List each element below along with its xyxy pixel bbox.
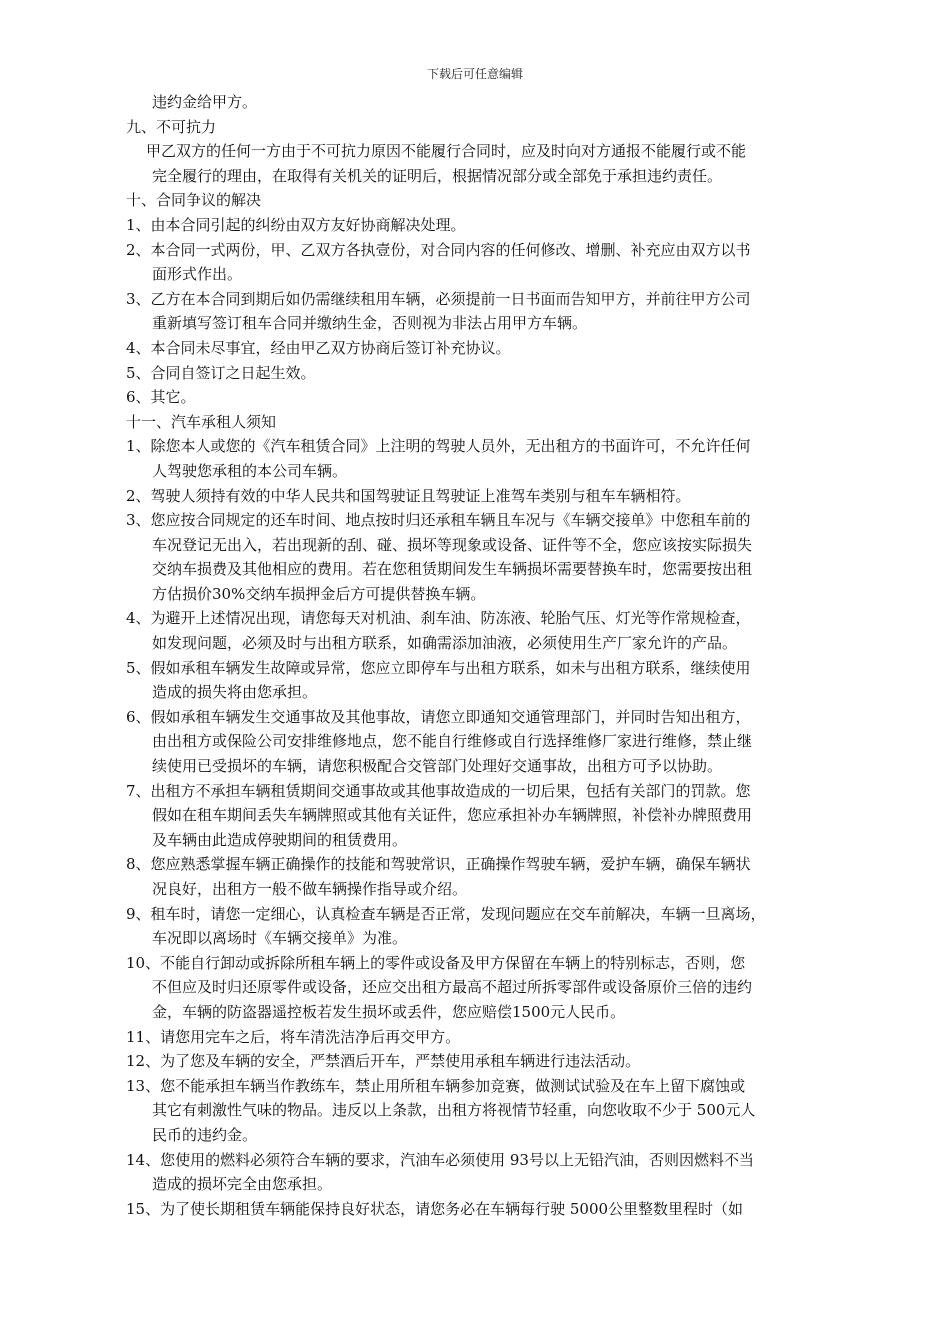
text-line: 车况即以离场时《车辆交接单》为准。 xyxy=(152,929,408,948)
section-heading: 十一、汽车承租人须知 xyxy=(126,412,277,431)
list-item: 12、为了您及车辆的安全，严禁酒后开车，严禁使用承租车辆进行违法活动。 xyxy=(126,1052,641,1071)
text-line: 车况登记无出入，若出现新的刮、碰、损坏等现象或设备、证件等不全，您应该按实际损失 xyxy=(152,535,753,554)
text-line: 方估损价30%交纳车损押金后方可提供替换车辆。 xyxy=(152,584,486,603)
text-line: 不但应及时归还原零件或设备，还应交出租方最高不超过所拆零部件或设备原价三倍的违约 xyxy=(152,978,753,997)
section-heading: 九、不可抗力 xyxy=(126,117,217,136)
list-item: 10、不能自行卸动或拆除所租车辆上的零件或设备及甲方保留在车辆上的特别标志，否则，您 xyxy=(126,953,746,972)
text-line: 人驾驶您承租的本公司车辆。 xyxy=(152,461,348,480)
list-item: 2、本合同一式两份，甲、乙双方各执壹份，对合同内容的任何修改、增删、补充应由双方以书 xyxy=(126,240,751,259)
text-line: 交纳车损费及其他相应的费用。若在您租赁期间发生车辆损坏需要替换车时，您需要按出租 xyxy=(152,560,753,579)
list-item: 14、您使用的燃料必须符合车辆的要求，汽油车必须使用 93号以上无铅汽油，否则因燃料不当 xyxy=(126,1150,754,1169)
list-item: 5、合同自签订之日起生效。 xyxy=(126,363,316,382)
text-line: 民币的违约金。 xyxy=(152,1125,258,1144)
list-item: 6、其它。 xyxy=(126,388,196,407)
text-line: 及车辆由此造成停驶期间的租赁费用。 xyxy=(152,830,408,849)
text-line: 如发现问题，必须及时与出租方联系，如确需添加油液，必须使用生产厂家允许的产品。 xyxy=(152,634,738,653)
list-item: 1、由本合同引起的纠纷由双方友好协商解决处理。 xyxy=(126,215,466,234)
text-line: 况良好，出租方一般不做车辆操作指导或介绍。 xyxy=(152,880,468,898)
list-item: 4、为避开上述情况出现，请您每天对机油、刹车油、防冻液、轮胎气压、灯光等作常规检查， xyxy=(126,609,751,628)
text-line: 甲乙双方的任何一方由于不可抗力原因不能履行合同时，应及时向对方通报不能履行或不能 xyxy=(146,142,747,161)
section-heading: 十、合同争议的解决 xyxy=(126,191,262,210)
list-item: 1、除您本人或您的《汽车租赁合同》上注明的驾驶人员外，无出租方的书面许可，不允许任何 xyxy=(126,437,751,456)
text-line: 违约金给甲方。 xyxy=(152,93,258,111)
list-item: 13、您不能承担车辆当作教练车，禁止用所租车辆参加竞赛，做测试试验及在车上留下腐蚀或 xyxy=(126,1076,746,1095)
list-item: 6、假如承租车辆发生交通事故及其他事故，请您立即通知交通管理部门，并同时告知出租方， xyxy=(126,707,751,726)
list-item: 15、为了使长期租赁车辆能保持良好状态，请您务必在车辆每行驶 5000公里整数里程时（如 xyxy=(126,1199,744,1218)
list-item: 2、驾驶人须持有效的中华人民共和国驾驶证且驾驶证上准驾车类别与租车车辆相符。 xyxy=(126,486,691,505)
text-line: 金，车辆的防盗器遥控板若发生损坏或丢件，您应赔偿1500元人民币。 xyxy=(152,1002,626,1021)
text-line: 其它有刺激性气味的物品。违反以上条款，出租方将视情节轻重，向您收取不少于 500元人 xyxy=(152,1101,756,1120)
list-item: 3、您应按合同规定的还车时间、地点按时归还承租车辆且车况与《车辆交接单》中您租车前的 xyxy=(126,511,751,530)
text-line: 续使用已受损坏的车辆，请您积极配合交管部门处理好交通事故，出租方可予以协助。 xyxy=(152,757,723,776)
text-line: 造成的损失将由您承担。 xyxy=(152,683,318,702)
text-line: 由出租方或保险公司安排维修地点，您不能自行维修或自行选择维修厂家进行维修，禁止继 xyxy=(152,732,753,751)
text-line: 假如在租车期间丢失车辆牌照或其他有关证件，您应承担补办车辆牌照，补偿补办牌照费用 xyxy=(152,806,753,825)
list-item: 4、本合同未尽事宜，经由甲乙双方协商后签订补充协议。 xyxy=(126,338,511,357)
list-item: 8、您应熟悉掌握车辆正确操作的技能和驾驶常识，正确操作驾驶车辆，爱护车辆，确保车辆状 xyxy=(126,855,751,874)
text-line: 面形式作出。 xyxy=(152,265,243,284)
page-header: 下载后可任意编辑 xyxy=(426,67,523,81)
document-body xyxy=(126,90,826,1221)
text-line: 造成的损坏完全由您承担。 xyxy=(152,1175,333,1194)
text-line: 重新填写签订租车合同并缴纳生金，否则视为非法占用甲方车辆。 xyxy=(152,314,588,333)
list-item: 7、出租方不承担车辆租赁期间交通事故或其他事故造成的一切后果，包括有关部门的罚款。您 xyxy=(126,781,751,800)
list-item: 5、假如承租车辆发生故障或异常，您应立即停车与出租方联系，如未与出租方联系，继续使用 xyxy=(126,658,751,677)
list-item: 3、乙方在本合同到期后如仍需继续租用车辆，必须提前一日书面而告知甲方，并前往甲方公司 xyxy=(126,289,751,308)
list-item: 11、请您用完车之后，将车清洗洁净后再交甲方。 xyxy=(126,1027,461,1046)
text-line: 完全履行的理由，在取得有关机关的证明后，根据情况部分或全部免于承担违约责任。 xyxy=(152,166,723,185)
list-item: 9、租车时，请您一定细心，认真检查车辆是否正常，发现问题应在交车前解决，车辆一旦离场， xyxy=(126,904,766,923)
